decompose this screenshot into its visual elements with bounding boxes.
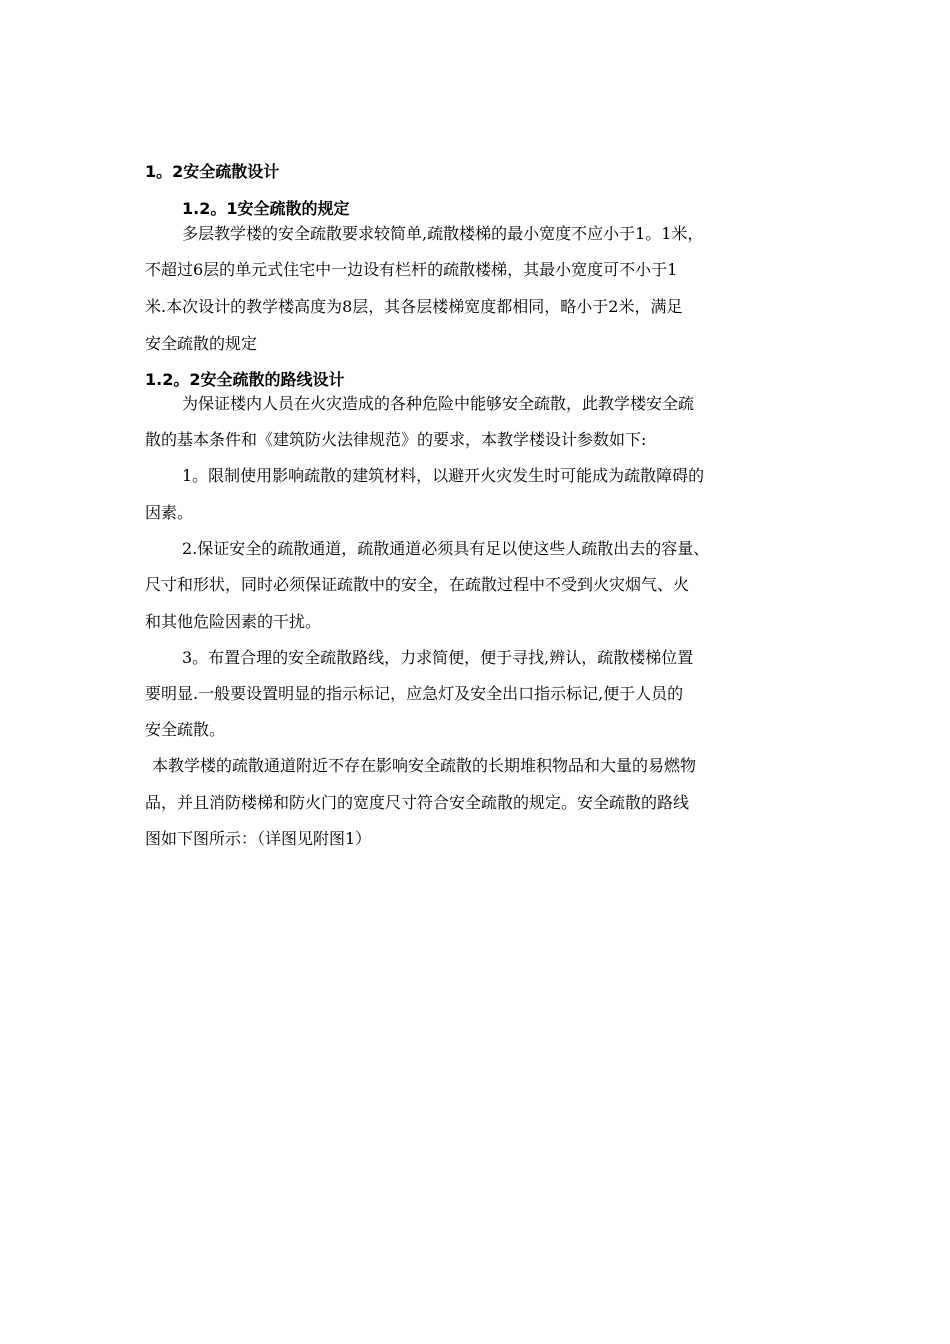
para-3-line-2: 品，并且消防楼梯和防火门的宽度尺寸符合安全疏散的规定。安全疏散的路线: [145, 793, 690, 812]
para-3-line-3: 图如下图所示：（详图见附图1）: [145, 829, 372, 848]
para-1-line-1: 多层教学楼的安全疏散要求较简单,疏散楼梯的最小宽度不应小于1。1米，: [182, 224, 704, 243]
item-2-line-3: 和其他危险因素的干扰。: [145, 612, 322, 631]
para-1-line-3: 米.本次设计的教学楼高度为8层，其各层楼梯宽度都相同，略小于2米，满足: [145, 297, 683, 316]
item-1-line-1: 1。限制使用影响疏散的建筑材料，以避开火灾发生时可能成为疏散障碍的: [182, 466, 705, 485]
item-3-line-3: 安全疏散。: [145, 720, 226, 739]
heading-1-2: 1。2安全疏散设计: [145, 162, 280, 181]
para-2-line-1: 为保证楼内人员在火灾造成的各种危险中能够安全疏散，此教学楼安全疏: [182, 394, 695, 413]
para-3-line-1: 本教学楼的疏散通道附近不存在影响安全疏散的长期堆积物品和大量的易燃物: [152, 756, 697, 775]
item-3-line-1: 3。布置合理的安全疏散路线，力求简便，便于寻找,辨认，疏散楼梯位置: [182, 648, 694, 667]
heading-1-2-2: 1.2。2安全疏散的路线设计: [145, 370, 345, 389]
para-1-line-2: 不超过6层的单元式住宅中一边设有栏杆的疏散楼梯，其最小宽度可不小于1: [145, 260, 678, 279]
item-2-line-1: 2.保证安全的疏散通道，疏散通道必须具有足以使这些人疏散出去的容量、: [182, 539, 710, 558]
para-1-line-4: 安全疏散的规定: [145, 334, 258, 353]
para-2-line-2: 散的基本条件和《建筑防火法律规范》的要求，本教学楼设计参数如下:: [145, 430, 647, 449]
item-3-line-2: 要明显.一般要设置明显的指示标记，应急灯及安全出口指示标记,便于人员的: [145, 684, 684, 703]
item-1-line-2: 因素。: [145, 503, 194, 522]
heading-1-2-1: 1.2。1安全疏散的规定: [182, 199, 350, 218]
item-2-line-2: 尺寸和形状，同时必须保证疏散中的安全，在疏散过程中不受到火灾烟气、火: [145, 575, 690, 594]
